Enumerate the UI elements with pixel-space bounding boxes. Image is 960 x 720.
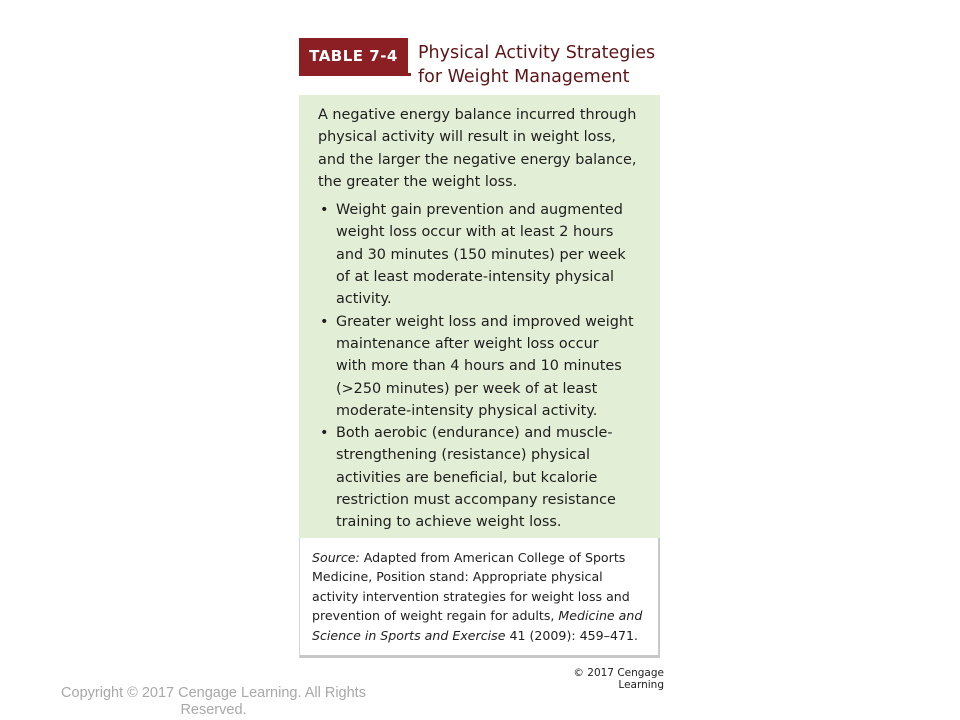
strategy-line: activities are beneficial, but kcalorie xyxy=(336,469,598,486)
source-line: activity intervention strategies for weight loss and xyxy=(312,588,630,604)
strategy-item xyxy=(318,422,648,533)
strategy-line: with more than 4 hours and 10 minutes xyxy=(336,358,622,375)
table-title-line-2: for Weight Management xyxy=(418,67,630,87)
bullet-icon: • xyxy=(320,202,329,219)
strategy-line: maintenance after weight loss occur xyxy=(336,335,599,352)
table-number-label: TABLE 7-4 xyxy=(299,38,408,74)
source-text: prevention of weight regain for adults, xyxy=(312,608,559,624)
strategy-line: activity. xyxy=(336,291,392,308)
source-line: Medicine, Position stand: Appropriate physical xyxy=(312,569,603,585)
table-title-line-1: Physical Activity Strategies xyxy=(418,43,656,63)
strategy-item xyxy=(318,311,648,422)
strategy-line: Greater weight loss and improved weight xyxy=(336,313,634,330)
citation-detail: 41 (2009): 459–471. xyxy=(505,627,638,643)
table-body xyxy=(299,95,660,538)
strategy-list xyxy=(318,199,648,533)
strategy-item xyxy=(318,199,648,310)
table-title xyxy=(418,41,668,89)
intro-line: A negative energy balance incurred through xyxy=(318,107,637,123)
source-line xyxy=(312,626,648,645)
strategy-line: Both aerobic (endurance) and muscle- xyxy=(336,425,613,442)
strategy-line: (>250 minutes) per week of at least xyxy=(336,380,598,397)
title-divider xyxy=(299,73,411,76)
source-note xyxy=(299,538,660,658)
strategy-line: of at least moderate-intensity physical xyxy=(336,269,615,286)
source-label: Source: xyxy=(312,550,360,565)
source-line xyxy=(312,606,648,625)
strategy-line: training to achieve weight loss. xyxy=(336,514,562,531)
strategy-line: restriction must accompany resistance xyxy=(336,492,616,509)
copyright-notice: Copyright © 2017 Cengage Learning. All Rights Reserved. xyxy=(61,685,366,718)
strategy-line: weight loss occur with at least 2 hours xyxy=(336,224,614,241)
image-credit: © 2017 Cengage Learning xyxy=(573,667,664,691)
source-line xyxy=(312,548,648,567)
bullet-icon: • xyxy=(320,313,329,330)
intro-paragraph xyxy=(318,104,648,193)
journal-title: Medicine and xyxy=(558,608,643,624)
intro-line: the greater the weight loss. xyxy=(318,173,518,190)
strategy-line: strengthening (resistance) physical xyxy=(336,447,591,464)
bullet-icon: • xyxy=(320,425,329,442)
strategy-line: moderate-intensity physical activity. xyxy=(336,402,598,419)
intro-line: physical activity will result in weight loss, xyxy=(318,129,616,146)
journal-title: Science in Sports and Exercise xyxy=(312,627,506,643)
intro-line: and the larger the negative energy balance, xyxy=(318,151,637,168)
strategy-line: Weight gain prevention and augmented xyxy=(336,202,623,219)
source-text: Adapted from American College of Sports xyxy=(359,550,626,565)
strategy-line: and 30 minutes (150 minutes) per week xyxy=(336,246,626,263)
